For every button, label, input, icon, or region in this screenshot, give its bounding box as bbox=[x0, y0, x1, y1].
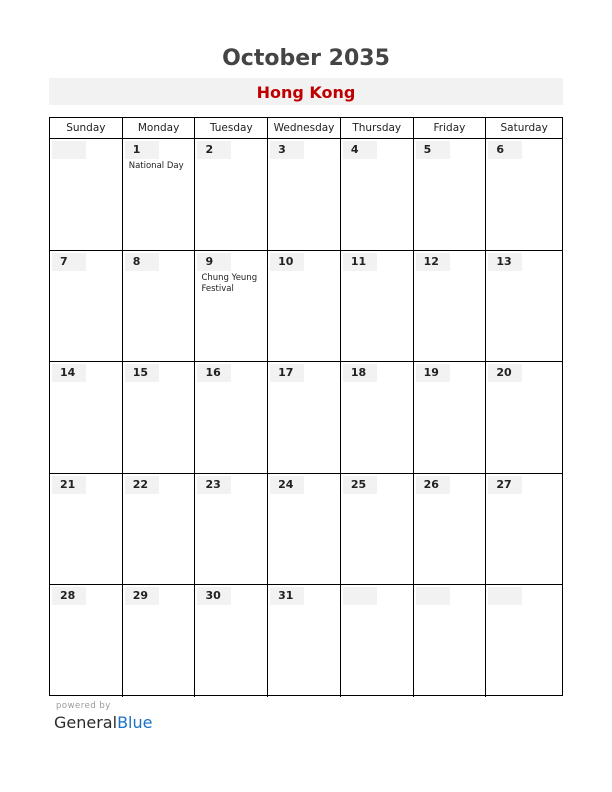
day-cell bbox=[486, 251, 562, 362]
day-cell bbox=[486, 474, 562, 585]
day-cell bbox=[50, 474, 123, 585]
weekday-sunday: Sunday bbox=[50, 118, 123, 138]
day-number: 1 bbox=[132, 143, 141, 156]
day-number: 23 bbox=[205, 477, 221, 491]
calendar-title: October 2035 bbox=[222, 46, 390, 71]
day-cell bbox=[341, 362, 414, 473]
day-number: 7 bbox=[60, 254, 68, 268]
day-cell bbox=[195, 251, 268, 362]
weekday-header-row bbox=[50, 118, 562, 139]
day-number: 21 bbox=[60, 477, 76, 491]
day-cell bbox=[123, 251, 196, 362]
region-banner bbox=[49, 78, 563, 105]
day-number-box bbox=[125, 253, 159, 271]
day-number: 8 bbox=[132, 254, 141, 268]
brand-logo bbox=[54, 713, 152, 732]
day-cell bbox=[268, 362, 341, 473]
brand-blue: Blue bbox=[117, 713, 153, 732]
day-number: 26 bbox=[423, 477, 439, 491]
day-number-box bbox=[488, 141, 522, 159]
day-number-box bbox=[125, 141, 159, 159]
day-cell bbox=[268, 585, 341, 697]
day-number-box bbox=[270, 141, 304, 159]
day-number-box bbox=[416, 141, 450, 159]
day-cell bbox=[414, 474, 487, 585]
day-number: 11 bbox=[350, 254, 367, 268]
day-number: 25 bbox=[350, 477, 367, 491]
day-number: 10 bbox=[278, 254, 294, 268]
calendar-grid bbox=[49, 117, 563, 696]
week-row bbox=[50, 251, 562, 363]
day-number-box bbox=[52, 141, 86, 159]
week-row bbox=[50, 362, 562, 474]
day-number: 29 bbox=[132, 589, 149, 602]
day-cell bbox=[195, 585, 268, 697]
day-number: 9 bbox=[205, 254, 214, 268]
weeks-container bbox=[50, 139, 562, 697]
day-number: 5 bbox=[423, 143, 432, 156]
day-cell bbox=[123, 139, 196, 250]
day-cell bbox=[341, 585, 414, 697]
day-number: 30 bbox=[205, 589, 221, 602]
weekday-saturday: Saturday bbox=[500, 122, 548, 134]
holiday-label: Chung Yeung Festival bbox=[201, 272, 258, 294]
day-number-box bbox=[197, 253, 231, 271]
day-number: 22 bbox=[132, 477, 149, 491]
day-cell bbox=[50, 251, 123, 362]
day-number: 16 bbox=[205, 366, 221, 379]
day-cell bbox=[195, 139, 268, 250]
day-number: 20 bbox=[496, 366, 512, 379]
weekday-monday: Monday bbox=[123, 118, 196, 138]
day-cell bbox=[50, 585, 123, 697]
weekday-friday: Friday bbox=[414, 118, 487, 138]
day-cell bbox=[486, 139, 562, 250]
day-number: 3 bbox=[278, 143, 286, 156]
day-number: 18 bbox=[350, 366, 367, 379]
day-number: 4 bbox=[350, 143, 359, 156]
day-number: 27 bbox=[496, 477, 512, 491]
day-cell bbox=[268, 251, 341, 362]
region-label: Hong Kong bbox=[256, 83, 356, 102]
day-number-box bbox=[52, 253, 86, 271]
week-row bbox=[50, 585, 562, 697]
day-cell bbox=[268, 139, 341, 250]
day-cell bbox=[50, 362, 123, 473]
day-cell bbox=[123, 585, 196, 697]
powered-by-label: powered by bbox=[56, 701, 111, 711]
day-cell bbox=[414, 585, 487, 697]
day-cell bbox=[341, 474, 414, 585]
weekday-tuesday: Tuesday bbox=[195, 118, 268, 138]
day-cell bbox=[414, 251, 487, 362]
week-row bbox=[50, 139, 562, 251]
day-cell bbox=[486, 585, 562, 697]
day-cell bbox=[195, 474, 268, 585]
day-number-box bbox=[488, 587, 522, 605]
day-number: 19 bbox=[423, 366, 439, 379]
day-number: 12 bbox=[423, 254, 439, 268]
day-number-box bbox=[343, 141, 377, 159]
day-number-box bbox=[343, 587, 377, 605]
day-cell bbox=[123, 362, 196, 473]
day-cell bbox=[414, 139, 487, 250]
day-cell bbox=[414, 362, 487, 473]
holiday-label: National Day bbox=[128, 161, 184, 171]
day-cell bbox=[341, 139, 414, 250]
day-cell bbox=[195, 362, 268, 473]
day-cell bbox=[50, 139, 123, 250]
day-number: 2 bbox=[205, 143, 214, 156]
day-cell bbox=[486, 362, 562, 473]
day-number: 17 bbox=[278, 366, 294, 379]
day-number: 6 bbox=[496, 143, 504, 156]
day-number-box bbox=[416, 587, 450, 605]
day-number: 14 bbox=[60, 366, 76, 379]
day-number: 31 bbox=[278, 589, 294, 602]
day-number-box bbox=[197, 141, 231, 159]
day-number: 28 bbox=[60, 589, 76, 602]
day-number: 13 bbox=[496, 254, 512, 268]
day-cell bbox=[268, 474, 341, 585]
day-number: 15 bbox=[132, 366, 149, 379]
day-cell bbox=[341, 251, 414, 362]
day-cell bbox=[123, 474, 196, 585]
weekday-wednesday: Wednesday bbox=[268, 118, 341, 138]
week-row bbox=[50, 474, 562, 586]
weekday-thursday: Thursday bbox=[341, 118, 414, 138]
brand-general: General bbox=[54, 713, 118, 732]
day-number: 24 bbox=[278, 477, 294, 491]
